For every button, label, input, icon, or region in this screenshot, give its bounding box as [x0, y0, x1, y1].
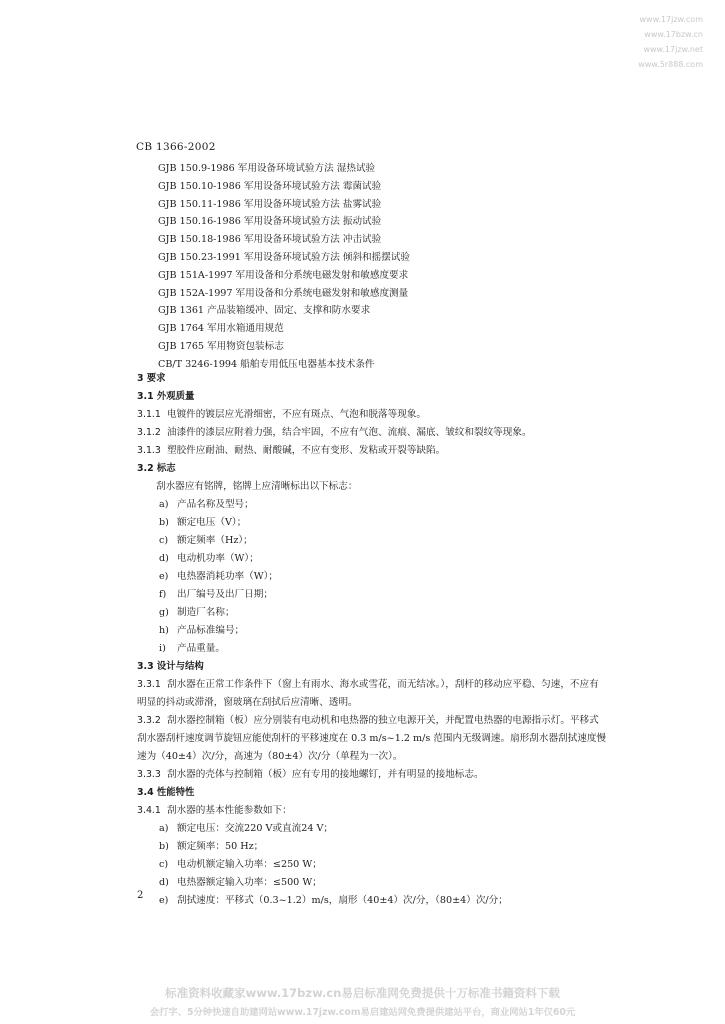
reference-item: CB/T 3246-1994 船舶专用低压电器基本技术条件: [158, 358, 375, 370]
list-label: b): [159, 841, 169, 852]
reference-item: GJB 150.18-1986 军用设备环境试验方法 冲击试验: [158, 234, 382, 246]
list-text: 产品标准编号；: [177, 625, 245, 636]
page-header: CB 1366-2002: [136, 141, 216, 153]
list-label: a): [159, 823, 169, 834]
page-number: 2: [137, 890, 144, 901]
list-item: [137, 856, 607, 874]
clause-number: 3.1.3: [137, 445, 161, 456]
list-text: 电热器消耗功率（W）；: [177, 571, 278, 582]
clause-number: 3.1.1: [137, 409, 161, 420]
list-label: i): [159, 643, 166, 654]
clause-number: 3.3.2: [137, 715, 161, 726]
section-heading: 3.1 外观质量: [137, 391, 195, 402]
clause-number: 3.3.3: [137, 769, 161, 780]
list-item: [137, 514, 607, 532]
clause: [137, 406, 607, 424]
list-text: 电热器额定输入功率：≤500 W；: [177, 877, 322, 888]
clause: [137, 766, 607, 784]
clause-text: 塑胶件应耐油、耐热、耐酸碱，不应有变形、发粘或开裂等缺陷。: [167, 445, 446, 456]
section-heading: 3.2 标志: [137, 463, 176, 474]
list-label: b): [159, 517, 169, 528]
watermark-line: www.17jzw.net: [643, 45, 703, 54]
reference-item: GJB 151A-1997 军用设备和分系统电磁发射和敏感度要求: [158, 269, 409, 281]
list-item: [137, 622, 607, 640]
clause-text: 电镀件的镀层应光滑细密，不应有斑点、气泡和脱落等现象。: [167, 409, 427, 420]
clause: [137, 676, 607, 712]
clause-text: 刮水器的基本性能参数如下：: [167, 805, 292, 816]
section-heading: 3.4 性能特性: [137, 787, 195, 798]
list-text: 额定电压（V）；: [177, 517, 247, 528]
clause-number: 3.1.2: [137, 427, 161, 438]
reference-item: GJB 150.10-1986 军用设备环境试验方法 霉菌试验: [158, 180, 382, 192]
clause: [137, 712, 607, 766]
clause-number: 3.3.1: [137, 679, 161, 690]
list-text: 额定频率：50 Hz；: [177, 841, 264, 852]
list-text: 出厂编号及出厂日期；: [177, 589, 273, 600]
list-text: 产品名称及型号；: [177, 499, 254, 510]
reference-item: GJB 152A-1997 军用设备和分系统电磁发射和敏感度测量: [158, 287, 409, 299]
paragraph: 刮水器应有铭牌，铭牌上应清晰标出以下标志：: [156, 481, 358, 492]
list-label: a): [159, 499, 169, 510]
footer-banner-line: 标准资料收藏家www.17bzw.cn易启标准网免费提供十万标准书籍资料下载: [165, 986, 560, 1000]
section-heading: 3 要求: [137, 373, 166, 384]
list-item: [137, 496, 607, 514]
list-item: [137, 892, 607, 910]
list-text: 制造厂名称；: [177, 607, 235, 618]
list-label: c): [159, 859, 169, 870]
document-body: [137, 370, 607, 910]
list-item: [137, 838, 607, 856]
list-item: [137, 640, 607, 658]
clause: [137, 802, 607, 820]
list-label: g): [159, 607, 169, 618]
list-label: d): [159, 877, 169, 888]
reference-item: GJB 1765 军用物资包装标志: [158, 340, 284, 352]
clause-text: 刮水器在正常工作条件下（窗上有雨水、海水或雪花，而无结冰。），刮杆的移动应平稳、匀速，不应有明显的抖动或滞滑，窗玻璃在刮拭后应清晰、透明。: [137, 679, 599, 708]
reference-list: [158, 160, 410, 374]
reference-item: GJB 150.23-1991 军用设备环境试验方法 倾斜和摇摆试验: [158, 251, 411, 263]
reference-item: GJB 1764 军用水箱通用规范: [158, 323, 284, 335]
footer-banner-line: 会打字、5分钟快速自助建网站www.17jzw.com易启建站网免费提供建站平台，商业网站1年仅60元: [149, 1007, 576, 1018]
list-item: [137, 568, 607, 586]
clause-text: 刮水器的壳体与控制箱（板）应有专用的接地螺钉，并有明显的接地标志。: [167, 769, 484, 780]
reference-item: GJB 150.11-1986 军用设备环境试验方法 盐雾试验: [158, 198, 382, 210]
clause: [137, 442, 607, 460]
list-text: 产品重量。: [177, 643, 225, 654]
list-text: 额定电压：交流220 V或直流24 V；: [177, 823, 334, 834]
list-item: [137, 820, 607, 838]
reference-item: GJB 150.9-1986 军用设备环境试验方法 湿热试验: [158, 163, 376, 174]
list-label: e): [159, 895, 169, 906]
list-item: [137, 604, 607, 622]
watermark: [583, 12, 703, 72]
list-label: h): [159, 625, 169, 636]
list-item: [137, 550, 607, 568]
list-text: 刮拭速度：平移式（0.3~1.2）m/s，扇形（40±4）次/分，（80±4）次/分；: [177, 895, 508, 906]
section-heading: 3.3 设计与结构: [137, 661, 204, 672]
clause-text: 刮水器控制箱（板）应分别装有电动机和电热器的独立电源开关，并配置电热器的电源指示灯。平移式刮水器刮杆速度调节旋钮应能使刮杆的平移速度在 0.3 m/s~1.2 m/s 范围内无级调速。扇形刮水器刮拭速度慢速为（40±4）次/分，高速为（80±4）次/分（单程为一次）。: [137, 715, 607, 762]
watermark-line: www.17jzw.com: [639, 15, 703, 24]
list-label: e): [159, 571, 169, 582]
clause-text: 油漆件的漆层应附着力强，结合牢固，不应有气泡、流痕、漏底、皱纹和裂纹等现象。: [167, 427, 532, 438]
list-label: f): [159, 589, 167, 600]
list-item: [137, 586, 607, 604]
reference-item: GJB 1361 产品装箱缓冲、固定、支撑和防水要求: [158, 305, 371, 317]
clause-number: 3.4.1: [137, 805, 161, 816]
list-label: d): [159, 553, 169, 564]
list-item: [137, 874, 607, 892]
list-text: 电动机额定输入功率：≤250 W；: [177, 859, 322, 870]
list-text: 额定频率（Hz）；: [177, 535, 253, 546]
watermark-line: www.17bzw.cn: [644, 30, 703, 39]
clause: [137, 424, 607, 442]
list-item: [137, 532, 607, 550]
list-text: 电动机功率（W）；: [177, 553, 259, 564]
watermark-line: www.5r888.com: [638, 60, 703, 69]
list-label: c): [159, 535, 169, 546]
reference-item: GJB 150.16-1986 军用设备环境试验方法 振动试验: [158, 216, 382, 228]
